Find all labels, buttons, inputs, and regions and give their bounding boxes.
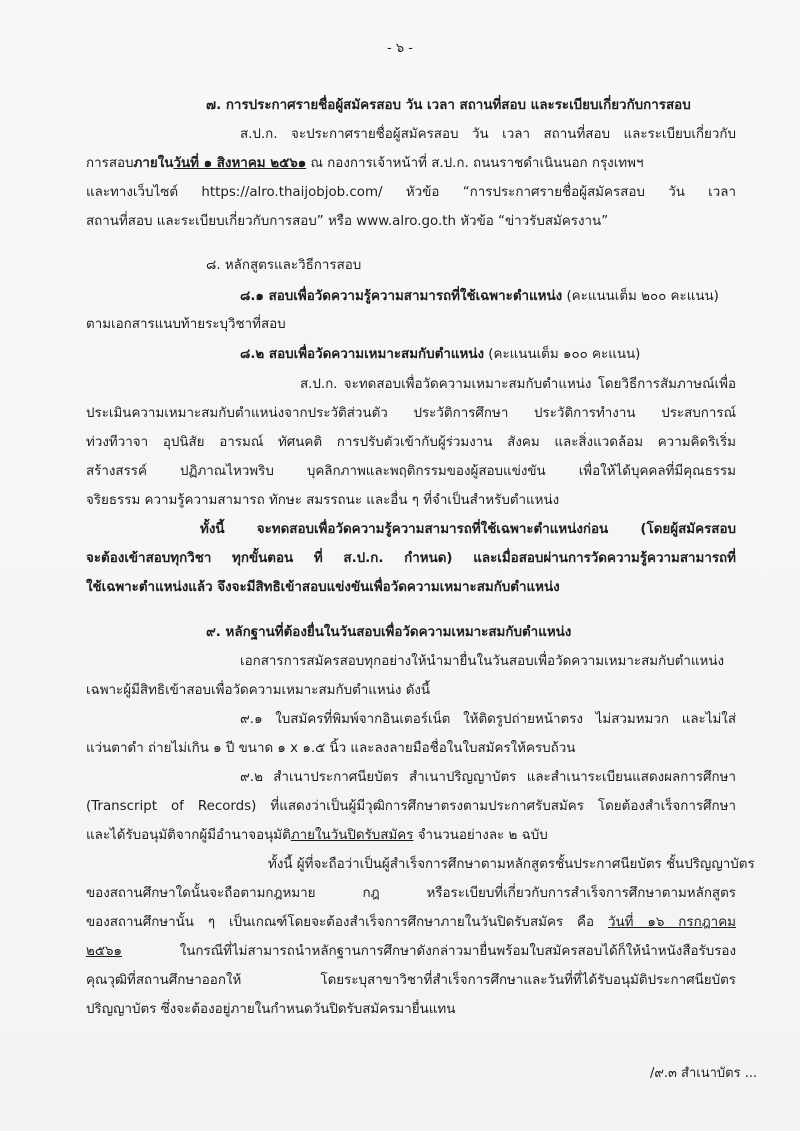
- text-underlined: ภายในวันปิดรับสมัคร: [290, 828, 414, 843]
- continuation-marker: /๙.๓ สำเนาบัตร ...: [650, 1066, 758, 1081]
- section9-intro-line: เฉพาะผู้มีสิทธิเข้าสอบเพื่อวัดความเหมาะสมกับตำแหน่ง ดังนี้: [86, 683, 431, 698]
- text: และได้รับอนุมัติจากผู้มีอำนาจอนุมัติ: [86, 828, 291, 843]
- section9-2-line: ๙.๒ สำเนาประกาศนียบัตร สำเนาปริญญาบัตร และสำเนาระเบียนแสดงผลการศึกษา: [240, 770, 736, 785]
- text-bold: ภายใน: [133, 156, 174, 171]
- section8-2-para-line: จริยธรรม ความรู้ความสามารถ ทักษะ สมรรถนะ และอื่น ๆ ที่จำเป็นสำหรับตำแหน่ง: [86, 493, 560, 508]
- text: (คะแนนเต็ม ๑๐๐ คะแนน): [484, 347, 641, 362]
- section9-note-line: ของสถานศึกษาใดนั้นจะถือตามกฎหมาย กฎ หรือระเบียบที่เกี่ยวกับการสำเร็จการศึกษาตามหลักสูตร: [86, 886, 736, 901]
- section8-2-para-line: ท่วงทีวาจา อุปนิสัย อารมณ์ ทัศนคติ การปรับตัวเข้ากับผู้ร่วมงาน สังคม และสิ่งแวดล้อม ความคิดริเริ่ม: [86, 435, 736, 450]
- section8-note-line: ทั้งนี้ จะทดสอบเพื่อวัดความรู้ความสามารถที่ใช้เฉพาะตำแหน่งก่อน (โดยผู้สมัครสอบ: [200, 522, 736, 537]
- section7-line3: และทางเว็บไซต์ https://alro.thaijobjob.com/ หัวข้อ “การประกาศรายชื่อผู้สมัครสอบ วัน เวลา: [86, 185, 736, 200]
- section7-line4: สถานที่สอบ และระเบียบเกี่ยวกับการสอบ” หรือ www.alro.go.th หัวข้อ “ข่าวรับสมัครงาน”: [86, 214, 609, 229]
- section8-2-title: [240, 345, 736, 365]
- section9-1-line: ๙.๑ ใบสมัครที่พิมพ์จากอินเตอร์เน็ต ให้ติดรูปถ่ายหน้าตรง ไม่สวมหมวก และไม่ใส่: [240, 712, 736, 727]
- section8-2-para-line: สร้างสรรค์ ปฏิภาณไหวพริบ บุคลิกภาพและพฤติกรรมของผู้สอบแข่งขัน เพื่อให้ได้บุคคลที่มีคุณธรรม: [86, 464, 736, 479]
- section9-note-line4: [86, 942, 736, 962]
- date-underlined: วันที่ ๑๖ กรกฎาคม: [607, 915, 736, 930]
- section8-note-line: จะต้องเข้าสอบทุกวิชา ทุกขั้นตอน ที่ ส.ป.ก. กำหนด) และเมื่อสอบผ่านการวัดความรู้ความสามารถที่: [86, 551, 736, 566]
- section9-note-line3: [86, 913, 736, 933]
- page-number: - ๖ -: [387, 41, 413, 56]
- text: การสอบ: [86, 156, 134, 171]
- text-bold: ๘.๑ สอบเพื่อวัดความรู้ความสามารถที่ใช้เฉพาะตำแหน่ง: [240, 289, 563, 304]
- year-underlined: ๒๕๖๑: [86, 944, 122, 959]
- section9-heading: ๙. หลักฐานที่ต้องยื่นในวันสอบเพื่อวัดความเหมาะสมกับตำแหน่ง: [206, 625, 572, 640]
- text: ในกรณีที่ไม่สามารถนำหลักฐานการศึกษาดังกล่าวมายื่นพร้อมใบสมัครสอบได้ก็ให้นำหนังสือรับรอง: [121, 944, 736, 959]
- section8-1-title: [240, 287, 736, 307]
- section7-line2: [86, 154, 736, 174]
- section7-heading: ๗. การประกาศรายชื่อผู้สมัครสอบ วัน เวลา สถานที่สอบ และระเบียบเกี่ยวกับการสอบ: [206, 98, 691, 113]
- section7-line1: ส.ป.ก. จะประกาศรายชื่อผู้สมัครสอบ วัน เวลา สถานที่สอบ และระเบียบเกี่ยวกับ: [240, 127, 736, 142]
- section8-2-para-line: ประเมินความเหมาะสมกับตำแหน่งจากประวัติส่วนตัว ประวัติการศึกษา ประวัติการทำงาน ประสบการณ์: [86, 406, 736, 421]
- text: ของสถานศึกษานั้น ๆ เป็นเกณฑ์โดยจะต้องสำเร็จการศึกษาภายในวันปิดรับสมัคร คือ: [86, 915, 608, 930]
- text: (คะแนนเต็ม ๒๐๐ คะแนน): [562, 289, 719, 304]
- section9-2-line3: [86, 826, 736, 846]
- section9-note-line: คุณวุฒิที่สถานศึกษาออกให้ โดยระบุสาขาวิชาที่สำเร็จการศึกษาและวันที่ที่ได้รับอนุมัติประกาศนียบัตร: [86, 973, 736, 988]
- section8-2-para-line: ส.ป.ก. จะทดสอบเพื่อวัดความเหมาะสมกับตำแหน่ง โดยวิธีการสัมภาษณ์เพื่อ: [300, 377, 736, 392]
- section9-intro-line: เอกสารการสมัครสอบทุกอย่างให้นำมายื่นในวันสอบเพื่อวัดความเหมาะสมกับตำแหน่ง: [240, 654, 725, 669]
- section9-note-line: ทั้งนี้ ผู้ที่จะถือว่าเป็นผู้สำเร็จการศึกษาตามหลักสูตรชั้นประกาศนียบัตร ชั้นปริญญาบัตร: [268, 857, 755, 872]
- text: จำนวนอย่างละ ๒ ฉบับ: [413, 828, 548, 843]
- text: ณ กองการเจ้าหน้าที่ ส.ป.ก. ถนนราชดำเนินนอก กรุงเทพฯ: [306, 156, 644, 171]
- date-underlined: วันที่ ๑ สิงหาคม ๒๕๖๑: [173, 156, 307, 171]
- section8-heading: ๘. หลักสูตรและวิธีการสอบ: [206, 258, 362, 273]
- text-bold: ๘.๒ สอบเพื่อวัดความเหมาะสมกับตำแหน่ง: [240, 347, 485, 362]
- section9-note-line: ปริญญาบัตร ซึ่งจะต้องอยู่ภายในกำหนดวันปิดรับสมัครมายื่นแทน: [86, 1002, 456, 1017]
- section8-note-line: ใช้เฉพาะตำแหน่งแล้ว จึงจะมีสิทธิเข้าสอบแข่งขันเพื่อวัดความเหมาะสมกับตำแหน่ง: [86, 580, 560, 595]
- section9-1-line: แว่นตาดำ ถ่ายไม่เกิน ๑ ปี ขนาด ๑ x ๑.๕ นิ้ว และลงลายมือชื่อในใบสมัครให้ครบถ้วน: [86, 741, 576, 756]
- section9-2-line: (Transcript of Records) ที่แสดงว่าเป็นผู้มีวุฒิการศึกษาตรงตามประกาศรับสมัคร โดยต้องสำเร็จการศึกษา: [86, 799, 736, 814]
- section8-1-line2: ตามเอกสารแนบท้ายระบุวิชาที่สอบ: [86, 317, 286, 332]
